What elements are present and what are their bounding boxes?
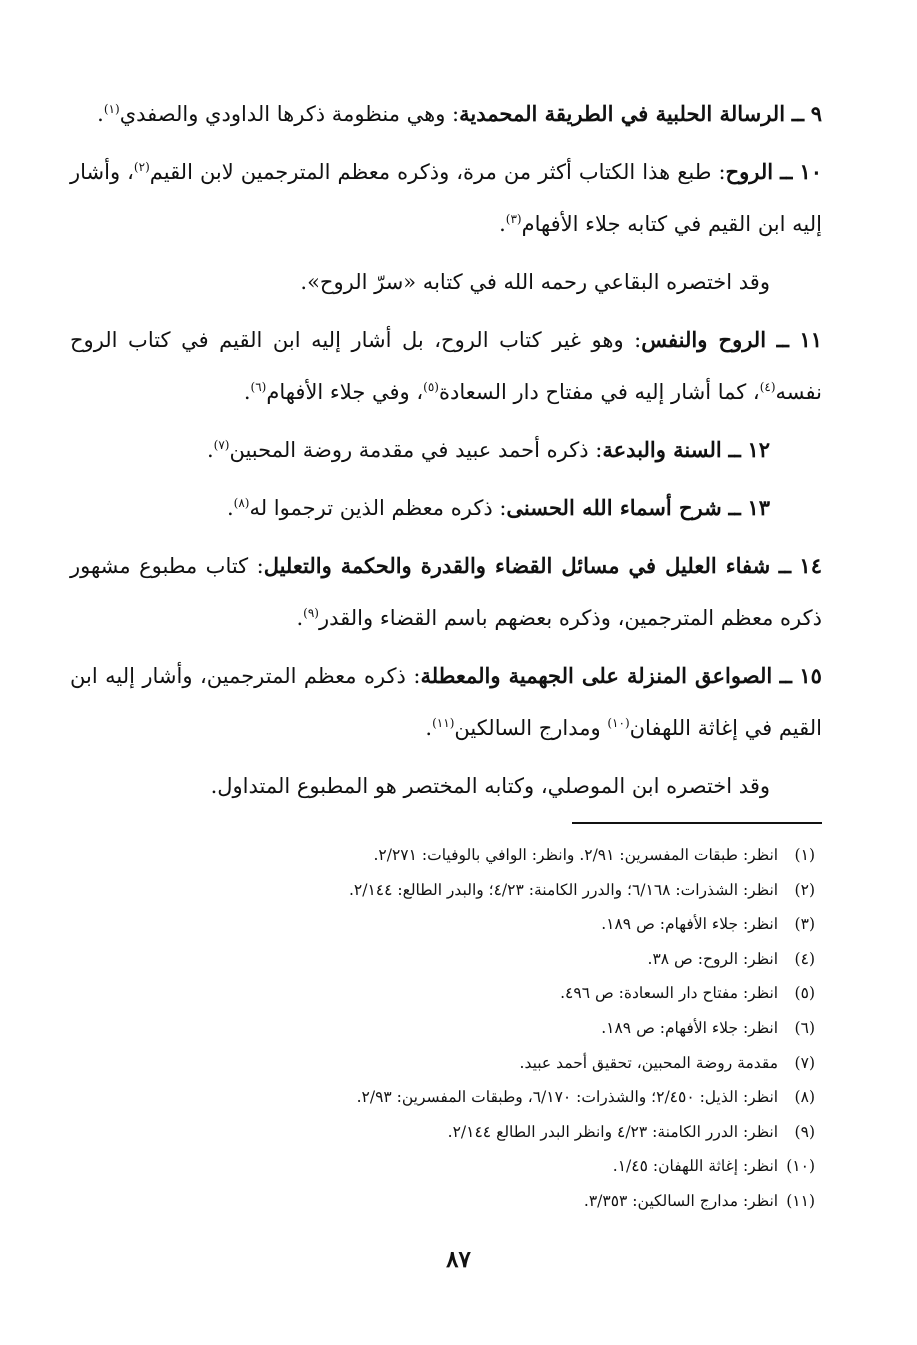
footnote-number: (١٠) bbox=[786, 1157, 815, 1176]
footnote-item bbox=[175, 907, 815, 942]
entry-end: . bbox=[226, 496, 234, 520]
page-body bbox=[70, 88, 822, 818]
entry-text: : طبع هذا الكتاب أكثر من مرة، وذكره معظم المترجمين لابن القيم bbox=[149, 160, 726, 184]
footnote-divider bbox=[572, 822, 822, 824]
entry-end: . bbox=[206, 438, 214, 462]
footnote-number: (٧) bbox=[794, 1053, 815, 1072]
footnote-number: (١) bbox=[794, 846, 815, 864]
entry-text: ، وفي جلاء الأفهام bbox=[266, 380, 424, 404]
entry-title: الروح bbox=[725, 159, 774, 184]
entry-title: شفاء العليل في مسائل القضاء والقدرة والحكمة والتعليل bbox=[263, 553, 771, 578]
entry-dash: ــ bbox=[728, 437, 741, 462]
footnote-ref[interactable]: (٢) bbox=[133, 160, 150, 174]
footnote-text: انظر: الشذرات: ٦/١٦٨؛ والدرر الكامنة: ٤/٢٣؛ والبدر الطالع: ٢/١٤٤. bbox=[348, 880, 779, 899]
footnote-text: انظر: الروح: ص ٣٨. bbox=[647, 949, 779, 968]
page-number: ٨٧ bbox=[446, 1246, 471, 1273]
footnote-item bbox=[175, 838, 815, 873]
footnote-number: (٢) bbox=[794, 880, 815, 899]
entry-11 bbox=[70, 314, 822, 418]
entry-9 bbox=[70, 88, 822, 140]
entry-dash: ــ bbox=[728, 495, 741, 520]
footnote-ref[interactable]: (٧) bbox=[213, 438, 230, 452]
entry-end: . bbox=[243, 380, 251, 404]
footnote-number: (١١) bbox=[786, 1191, 815, 1210]
entry-text: : ذكره معظم المترجمين، وأشار إليه ابن القيم في إغاثة اللهفان bbox=[70, 664, 822, 740]
entry-end: . bbox=[97, 102, 104, 126]
entry-title: الرسالة الحلبية في الطريقة المحمدية bbox=[459, 101, 786, 126]
entry-dash: ــ bbox=[776, 327, 789, 352]
entry-title: السنة والبدعة bbox=[602, 437, 722, 462]
footnote-ref[interactable]: (٤) bbox=[759, 380, 776, 394]
entry-number: ١٥ bbox=[799, 663, 822, 688]
entry-number: ١١ bbox=[799, 327, 822, 352]
footnote-text: مقدمة روضة المحبين، تحقيق أحمد عبيد. bbox=[519, 1053, 779, 1072]
footnote-item bbox=[175, 1046, 815, 1081]
entry-13 bbox=[70, 482, 822, 534]
footnote-text: انظر: مدارج السالكين: ٣/٣٥٣. bbox=[583, 1191, 779, 1210]
entry-number: ١٣ bbox=[747, 495, 770, 520]
entry-14 bbox=[70, 540, 822, 644]
footnote-text: انظر: طبقات المفسرين: ٢/٩١. وانظر: الوافي بالوفيات: ٢/٢٧١. bbox=[373, 846, 779, 864]
entry-15 bbox=[70, 650, 822, 754]
entry-dash: ــ bbox=[779, 663, 792, 688]
footnote-item bbox=[175, 1184, 815, 1219]
entry-text: : ذكره أحمد عبيد في مقدمة روضة المحبين bbox=[229, 438, 603, 462]
entry-number: ١٠ bbox=[799, 159, 822, 184]
entry-text: ، كما أشار إليه في مفتاح دار السعادة bbox=[438, 380, 760, 404]
entry-end: . bbox=[499, 212, 506, 236]
footnote-ref[interactable]: (٣) bbox=[505, 212, 522, 226]
entry-title: الروح والنفس bbox=[641, 327, 767, 352]
entry-dash: ــ bbox=[778, 553, 791, 578]
footnote-text: انظر: جلاء الأفهام: ص ١٨٩. bbox=[601, 1018, 779, 1037]
footnote-item bbox=[175, 942, 815, 977]
entry-text: : وهو غير كتاب الروح، بل أشار إليه ابن القيم في كتاب الروح نفسه bbox=[70, 328, 822, 404]
entry-note bbox=[70, 760, 822, 812]
entry-10 bbox=[70, 146, 822, 250]
footnote-ref[interactable]: (١١) bbox=[432, 716, 455, 730]
footnote-number: (٨) bbox=[794, 1088, 815, 1107]
footnote-item bbox=[175, 1080, 815, 1115]
footnote-item bbox=[175, 873, 815, 908]
footnote-ref[interactable]: (١) bbox=[103, 102, 120, 116]
entry-title: الصواعق المنزلة على الجهمية والمعطلة bbox=[420, 663, 773, 688]
footnote-item bbox=[175, 1149, 815, 1184]
footnote-text: انظر: إغاثة اللهفان: ١/٤٥. bbox=[612, 1157, 779, 1176]
footnote-ref[interactable]: (٩) bbox=[303, 606, 319, 620]
footnote-ref[interactable]: (١٠) bbox=[607, 716, 630, 730]
footnote-text: انظر: مفتاح دار السعادة: ص ٤٩٦. bbox=[560, 984, 779, 1003]
entry-note bbox=[70, 256, 822, 308]
entry-dash: ــ bbox=[780, 159, 793, 184]
footnote-number: (٤) bbox=[794, 949, 815, 968]
footnote-number: (٣) bbox=[794, 915, 815, 934]
entry-number: ١٢ bbox=[747, 437, 770, 462]
entry-number: ٩ bbox=[810, 101, 822, 126]
entry-title: شرح أسماء الله الحسنى bbox=[506, 495, 722, 520]
footnote-item bbox=[175, 976, 815, 1011]
footnote-ref[interactable]: (٨) bbox=[233, 496, 250, 510]
footnote-ref[interactable]: (٥) bbox=[423, 380, 439, 394]
footnote-text: انظر: جلاء الأفهام: ص ١٨٩. bbox=[601, 915, 779, 934]
footnote-number: (٩) bbox=[794, 1122, 815, 1141]
note-text: وقد اختصره البقاعي رحمه الله في كتابه «سرّ الروح». bbox=[300, 270, 770, 294]
footnotes-list bbox=[175, 838, 815, 1219]
entry-text: : وهي منظومة ذكرها الداودي والصفدي bbox=[119, 102, 460, 126]
entry-end: . bbox=[425, 716, 433, 740]
footnote-number: (٦) bbox=[794, 1018, 815, 1037]
note-text: وقد اختصره ابن الموصلي، وكتابه المختصر هو المطبوع المتداول. bbox=[210, 774, 770, 798]
footnote-item bbox=[175, 1011, 815, 1046]
entry-text: : ذكره معظم الذين ترجموا له bbox=[249, 496, 507, 520]
footnote-text: انظر: الدرر الكامنة: ٤/٢٣ وانظر البدر الطالع ٢/١٤٤. bbox=[447, 1122, 779, 1141]
footnote-ref[interactable]: (٦) bbox=[250, 380, 267, 394]
entry-text: : كتاب مطبوع مشهور ذكره معظم المترجمين، وذكره بعضهم باسم القضاء والقدر bbox=[70, 554, 822, 630]
footnote-number: (٥) bbox=[794, 984, 815, 1003]
footnote-item bbox=[175, 1115, 815, 1150]
entry-text: ومدارج السالكين bbox=[454, 716, 608, 740]
entry-end: . bbox=[296, 606, 304, 630]
entry-text: ، وأشار إليه ابن القيم في كتابه جلاء الأفهام bbox=[70, 160, 822, 236]
entry-dash: ــ bbox=[791, 101, 805, 126]
entry-12 bbox=[70, 424, 822, 476]
footnote-text: انظر: الذيل: ٢/٤٥٠؛ والشذرات: ٦/١٧٠، وطبقات المفسرين: ٢/٩٣. bbox=[356, 1088, 779, 1107]
entry-number: ١٤ bbox=[799, 553, 822, 578]
